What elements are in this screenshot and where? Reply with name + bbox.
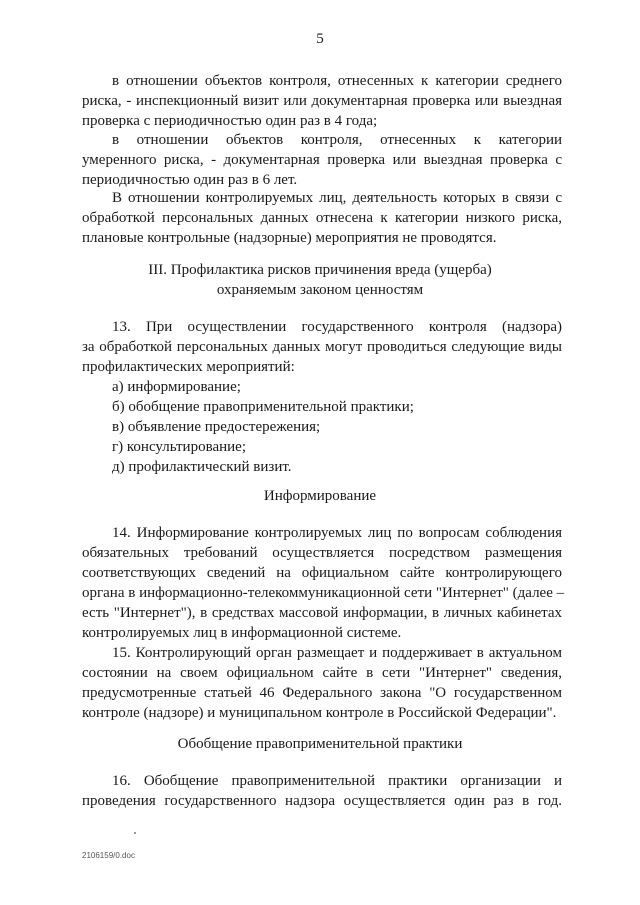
list-item: а) информирование; bbox=[112, 379, 241, 395]
text-line: обязательных требований осуществляется посредством размещения bbox=[82, 545, 562, 561]
text-line: контроле (надзоре) и муниципальном контроле в Российской Федерации". bbox=[82, 705, 557, 721]
text-line: периодичностью один раз в 6 лет. bbox=[82, 172, 298, 188]
list-item: д) профилактический визит. bbox=[112, 459, 292, 475]
text-line: профилактических мероприятий: bbox=[82, 359, 295, 375]
text-line: в отношении объектов контроля, отнесенных к категории bbox=[112, 132, 562, 148]
text-line: соответствующих сведений на официальном сайте контролирующего bbox=[82, 565, 562, 581]
text-line: обработкой персональных данных отнесена к категории низкого риска, bbox=[82, 210, 562, 226]
text-line: умеренного риска, - документарная проверка или выездная проверка с bbox=[82, 152, 562, 168]
list-item: б) обобщение правоприменительной практики; bbox=[112, 399, 414, 415]
text-line: проведения государственного надзора осуществляется один раз в год. bbox=[82, 793, 562, 809]
heading-line: охраняемым законом ценностям bbox=[216, 282, 424, 298]
paragraph-medium-risk bbox=[82, 71, 562, 131]
paragraph-14 bbox=[82, 523, 565, 643]
paragraph-16 bbox=[82, 771, 562, 811]
subheading-informing: Информирование bbox=[263, 488, 377, 504]
text-line: 14. Информирование контролируемых лиц по вопросам соблюдения bbox=[112, 525, 562, 541]
text-line: плановые контрольные (надзорные) мероприятия не проводятся. bbox=[82, 230, 497, 246]
text-line: контролируемых лиц в информационной системе. bbox=[82, 625, 402, 641]
text-line: состоянии на своем официальном сайте в сети "Интернет" сведения, bbox=[82, 665, 562, 681]
text-line: 16. Обобщение правоприменительной практики организации и bbox=[112, 773, 562, 789]
subheading-practice-generalization: Обобщение правоприменительной практики bbox=[177, 736, 463, 752]
list-item: г) консультирование; bbox=[112, 439, 247, 455]
footer-document-code: 2106159/0.doc bbox=[82, 851, 135, 860]
list-item: в) объявление предостережения; bbox=[112, 419, 321, 435]
text-line: за обработкой персональных данных могут проводиться следующие виды bbox=[82, 339, 562, 355]
text-line: В отношении контролируемых лиц, деятельность которых в связи с bbox=[112, 190, 562, 206]
text-line: предусмотренные статьей 46 Федерального закона "О государственном bbox=[82, 685, 562, 701]
paragraph-moderate-risk bbox=[82, 130, 562, 190]
paragraph-low-risk bbox=[82, 188, 562, 248]
section-heading-prevention bbox=[0, 260, 640, 300]
paragraph-15 bbox=[82, 643, 562, 723]
paragraph-13 bbox=[82, 317, 562, 377]
text-line: в отношении объектов контроля, отнесенных к категории среднего bbox=[112, 73, 562, 89]
text-line: 15. Контролирующий орган размещает и поддерживает в актуальном bbox=[112, 645, 562, 661]
text-line: 13. При осуществлении государственного контроля (надзора) bbox=[112, 319, 562, 335]
text-line: есть "Интернет"), в средствах массовой информации, в личных кабинетах bbox=[82, 605, 562, 621]
prevention-measures-list bbox=[112, 377, 562, 477]
page-number: 5 bbox=[316, 31, 324, 47]
text-line: проверка с периодичностью один раз в 4 года; bbox=[82, 113, 378, 129]
scan-speck bbox=[134, 832, 136, 834]
text-line: риска, - инспекционный визит или документарная проверка или выездная bbox=[82, 93, 562, 109]
heading-line: III. Профилактика рисков причинения вреда (ущерба) bbox=[148, 262, 492, 278]
text-line: органа в информационно-телекоммуникационной сети "Интернет" (далее – bbox=[82, 585, 565, 601]
